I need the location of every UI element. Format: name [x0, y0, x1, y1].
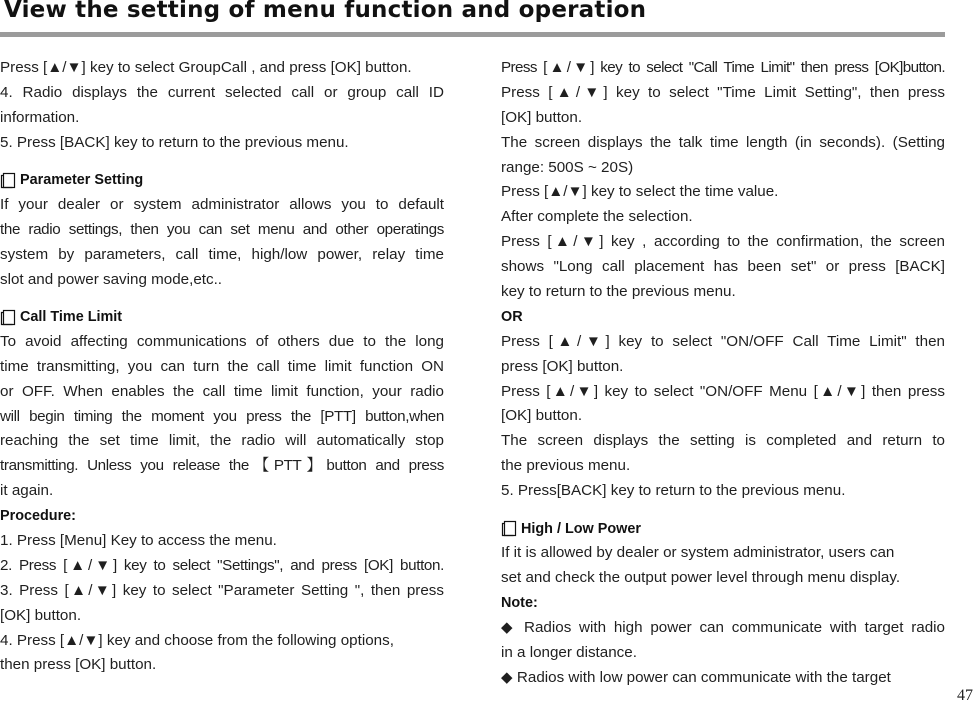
text-line: If it is allowed by dealer or system administrator, users can — [501, 544, 895, 562]
section-heading-label: High / Low Power — [521, 520, 641, 537]
text-line: To avoid affecting communications of others due to the long — [0, 332, 444, 350]
text-line: time transmitting, you can turn the call time limit function ON — [0, 357, 444, 375]
note-item: ◆ Radios with low power can communicate with the target — [501, 668, 891, 686]
section-heading-parameter-setting — [0, 168, 444, 193]
text-line: Press [▲/▼] key to select "ON/OFF Menu [▲/▼] then press — [501, 382, 945, 400]
text-line: 3. Press [▲/▼] key to select "Parameter Setting ", then press — [0, 581, 444, 599]
text-line: 5. Press[BACK] key to return to the previous menu. — [501, 482, 846, 500]
book-icon — [0, 172, 16, 189]
text-line: [OK] button. — [501, 407, 583, 425]
text-line: the previous menu. — [501, 457, 631, 475]
text-line: Press [▲/▼] key to select GroupCall , and press [OK] button. — [0, 59, 412, 76]
or-label: OR — [501, 308, 523, 325]
text-line: The screen displays the setting is completed and return to — [501, 432, 945, 450]
text-line: press [OK] button. — [501, 357, 624, 375]
text-line: slot and power saving mode,etc.. — [0, 270, 223, 288]
text-line: 4. Radio displays the current selected call or group call ID — [0, 83, 444, 101]
text-line: will begin timing the moment you press the [PTT] button,when — [0, 407, 444, 425]
text-line: key to return to the previous menu. — [501, 283, 736, 301]
page-title: View the setting of menu function and operation — [4, 0, 647, 23]
text-line: [OK] button. — [0, 606, 82, 624]
text-line: Press [▲/▼] key , according to the confirmation, the screen — [501, 233, 945, 251]
text-line: 1. Press [Menu] Key to access the menu. — [0, 532, 277, 550]
left-column — [0, 56, 444, 678]
page-number: 47 — [957, 687, 973, 704]
text-line: reaching the set time limit, the radio will automatically stop — [0, 432, 444, 450]
section-heading-high-low-power — [501, 517, 945, 542]
book-icon — [501, 520, 517, 537]
text-line: 2. Press [▲/▼] key to select "Settings", and press [OK] button. — [0, 556, 444, 574]
header-divider — [0, 32, 945, 37]
note-label: Note: — [501, 595, 538, 612]
text-line: Press [▲/▼] key to select "Time Limit Setting", then press — [501, 83, 945, 101]
text-line: After complete the selection. — [501, 208, 693, 226]
text-line: Press [▲/▼] key to select "Call Time Limit" then press [OK]button. — [501, 59, 945, 76]
text-line: If your dealer or system administrator allows you to default — [0, 195, 444, 213]
text-line: the radio settings, then you can set menu and other operatings — [0, 220, 444, 238]
section-heading-label: Parameter Setting — [20, 172, 144, 189]
text-line: information. — [0, 108, 80, 126]
right-column — [501, 56, 945, 691]
text-line: set and check the output power level through menu display. — [501, 569, 901, 587]
section-heading-call-time-limit — [0, 305, 444, 330]
text-line: system by parameters, call time, high/low power, relay time — [0, 245, 444, 263]
note-item: ◆ Radios with high power can communicate with target radio — [501, 619, 945, 637]
text-line: transmitting. Unless you release the【PTT】button and press — [0, 457, 444, 475]
text-line: The screen displays the talk time length (in seconds). (Setting — [501, 133, 945, 151]
text-line: shows "Long call placement has been set" or press [BACK] — [501, 258, 945, 276]
procedure-heading: Procedure: — [0, 508, 76, 525]
text-line: Press [▲/▼] key to select the time value. — [501, 183, 779, 201]
text-line: then press [OK] button. — [0, 656, 157, 674]
text-line: 4. Press [▲/▼] key and choose from the following options, — [0, 631, 394, 649]
text-line: or OFF. When enables the call time limit function, your radio — [0, 382, 444, 400]
book-icon — [0, 309, 16, 326]
text-line: 5. Press [BACK] key to return to the previous menu. — [0, 133, 349, 151]
note-item: in a longer distance. — [501, 643, 637, 661]
section-heading-label: Call Time Limit — [20, 309, 123, 326]
text-line: [OK] button. — [501, 108, 583, 126]
text-line: range: 500S ~ 20S) — [501, 158, 634, 176]
text-line: it again. — [0, 482, 54, 500]
text-line: Press [▲/▼] key to select "ON/OFF Call Time Limit" then — [501, 332, 945, 350]
